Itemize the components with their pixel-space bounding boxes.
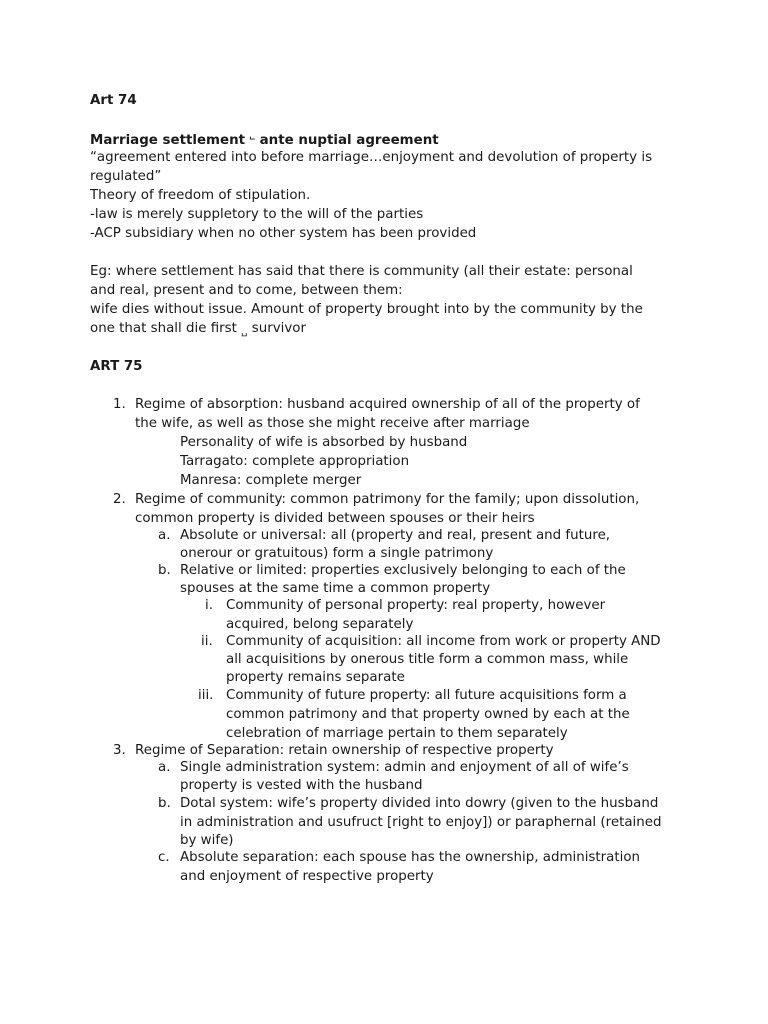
roman-list-marker: iii. <box>198 688 214 703</box>
list-item-line: Regime of absorption: husband acquired ownership of all of the property of <box>135 397 640 412</box>
sub-list-line: Relative or limited: properties exclusively belonging to each of the <box>180 563 626 578</box>
list-item-line: the wife, as well as those she might receive after marriage <box>135 416 530 431</box>
example-right: survivor <box>251 321 307 336</box>
sub-list-marker: b. <box>158 796 171 811</box>
roman-list-line: property remains separate <box>226 670 405 685</box>
roman-list-marker: ii. <box>201 634 213 649</box>
theory-line: Theory of freedom of stipulation. <box>90 188 311 203</box>
list-item-line: Regime of Separation: retain ownership of respective property <box>135 743 554 758</box>
list-marker: 1. <box>113 397 126 412</box>
bullet-line: -law is merely suppletory to the will of the parties <box>90 207 424 222</box>
bullet-line: -ACP subsidiary when no other system has been provided <box>90 226 477 241</box>
arrow-glyph-icon: ␣ <box>241 326 248 337</box>
quote-line: regulated” <box>90 169 162 184</box>
roman-list-line: Community of future property: all future acquisitions form a <box>226 688 627 703</box>
sub-list-line: Absolute separation: each spouse has the ownership, administration <box>180 850 641 865</box>
sub-list-marker: a. <box>158 760 171 775</box>
section-heading-art-74: Art 74 <box>90 93 137 108</box>
roman-list-line: celebration of marriage pertain to them separately <box>226 726 568 741</box>
sub-list-line: property is vested with the husband <box>180 778 423 793</box>
sub-list-line: and enjoyment of respective property <box>180 869 434 884</box>
example-line <box>90 320 306 341</box>
list-marker: 3. <box>113 743 126 758</box>
section-title <box>90 129 439 150</box>
sub-list-marker: a. <box>158 528 171 543</box>
section-heading-art-75: ART 75 <box>90 359 143 374</box>
title-left: Marriage settlement <box>90 133 246 148</box>
example-line: and real, present and to come, between them: <box>90 283 403 298</box>
sub-list-line: onerour or gratuitous) form a single patrimony <box>180 546 494 561</box>
roman-list-line: common patrimony and that property owned by each at the <box>226 707 630 722</box>
sub-list-marker: c. <box>158 850 170 865</box>
example-line: Eg: where settlement has said that there is community (all their estate: personal <box>90 264 633 279</box>
sub-list-line: in administration and usufruct [right to enjoy]) or paraphernal (retained <box>180 815 662 830</box>
equals-glyph-icon: ⨽ <box>249 133 255 143</box>
quote-line: “agreement entered into before marriage…enjoyment and devolution of property is <box>90 150 653 165</box>
roman-list-line: Community of personal property: real property, however <box>226 598 606 613</box>
roman-list-line: all acquisitions by onerous title form a common mass, while <box>226 652 629 667</box>
note-line: Personality of wife is absorbed by husband <box>180 435 468 450</box>
roman-list-line: acquired, belong separately <box>226 617 414 632</box>
note-line: Manresa: complete merger <box>180 473 362 488</box>
example-left: one that shall die first <box>90 321 237 336</box>
sub-list-line: Single administration system: admin and enjoyment of all of wife’s <box>180 760 629 775</box>
roman-list-marker: i. <box>205 598 213 613</box>
sub-list-line: spouses at the same time a common property <box>180 581 491 596</box>
list-item-line: Regime of community: common patrimony for the family; upon dissolution, <box>135 492 640 507</box>
roman-list-line: Community of acquisition: all income from work or property AND <box>226 634 661 649</box>
title-right: ante nuptial agreement <box>259 133 439 148</box>
sub-list-marker: b. <box>158 563 171 578</box>
example-line: wife dies without issue. Amount of property brought into by the community by the <box>90 302 643 317</box>
sub-list-line: by wife) <box>180 833 234 848</box>
note-line: Tarragato: complete appropriation <box>180 454 410 469</box>
sub-list-line: Dotal system: wife’s property divided into dowry (given to the husband <box>180 796 659 811</box>
list-marker: 2. <box>113 492 126 507</box>
sub-list-line: Absolute or universal: all (property and real, present and future, <box>180 528 611 543</box>
list-item-line: common property is divided between spouses or their heirs <box>135 511 535 526</box>
